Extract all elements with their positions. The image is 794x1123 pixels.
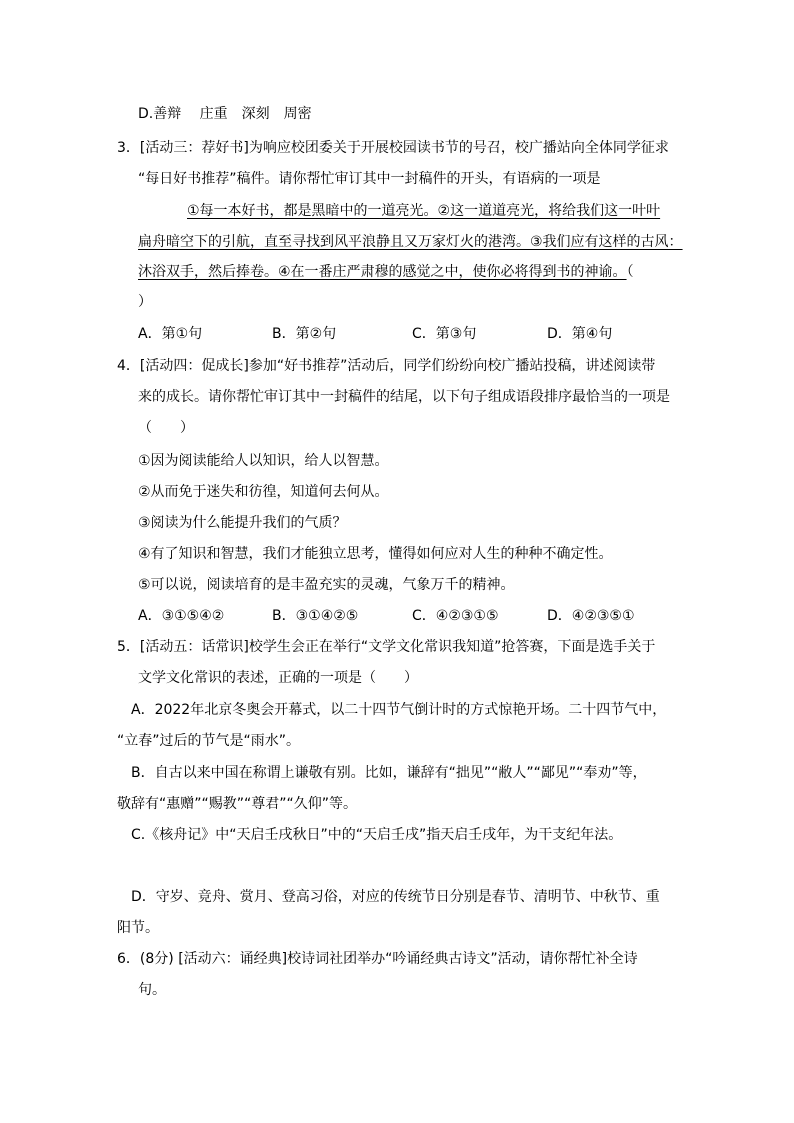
- q3-stem-line1: 3．[活动三：荐好书]为响应校团委关于开展校园读书节的号召，校广播站向全体同学征求: [117, 140, 669, 156]
- q3-paren-close: ）: [138, 294, 152, 310]
- q5-stem-line1: 5．[活动五：话常识]校学生会正在举行“文学文化常识我知道”抢答赛，下面是选手关于: [117, 639, 656, 655]
- q3-paren-open: （: [626, 264, 634, 280]
- q4-stem-line3: （ ）: [138, 420, 194, 436]
- q4-sentence-1: ①因为阅读能给人以知识，给人以智慧。: [138, 453, 389, 469]
- q6-stem-line2: 句。: [138, 982, 166, 998]
- q3-option-a: A．第①句: [138, 326, 203, 342]
- q4-option-a: A．③①⑤④②: [138, 608, 225, 624]
- q3-option-b: B．第②句: [272, 326, 337, 342]
- q5-option-d-line1: D．守岁、竞舟、赏月、登高习俗，对应的传统节日分别是春节、清明节、中秋节、重: [131, 889, 660, 905]
- q4-option-c: C．④②③①⑤: [412, 608, 499, 624]
- q3-passage-line3: 沐浴双手，然后捧卷。④在一番庄严肃穆的感觉之中，使你必将得到书的神谕。: [138, 264, 627, 280]
- q5-stem-line2: 文学文化常识的表述，正确的一项是（ ）: [138, 670, 418, 686]
- q4-sentence-3: ③阅读为什么能提升我们的气质？: [138, 515, 347, 531]
- q5-option-b-line2: 敬辞有“惠赠”“赐教”“尊君”“久仰”等。: [117, 796, 358, 812]
- q5-option-d-line2: 阳节。: [117, 920, 159, 936]
- q4-sentence-2: ②从而免于迷失和彷徨，知道何去何从。: [138, 484, 389, 500]
- q3-passage-line3-wrap: [138, 262, 634, 282]
- q5-option-a-line2: “立春”过后的节气是“雨水”。: [117, 733, 301, 749]
- q4-stem-line1: 4．[活动四：促成长]参加“好书推荐”活动后，同学们纷纷向校广播站投稿，讲述阅读带: [117, 358, 656, 374]
- q3-passage-line2: 扁舟暗空下的引航，直至寻找到风平浪静且又万家灯火的港湾。③我们应有这样的古风：: [138, 234, 683, 250]
- q3-option-c: C．第③句: [412, 326, 477, 342]
- q6-stem-line1: 6．(8分) [活动六：诵经典]校诗词社团举办“吟诵经典古诗文”活动，请你帮忙补全诗: [117, 951, 638, 967]
- q4-sentence-4: ④有了知识和智慧，我们才能独立思考，懂得如何应对人生的种种不确定性。: [138, 546, 613, 562]
- q5-option-a-line1: A．2022年北京冬奥会开幕式，以二十四节气倒计时的方式惊艳开场。二十四节气中，: [131, 702, 667, 718]
- q5-option-c-line1: C.《核舟记》中“天启壬戌秋日”中的“天启壬戌”指天启壬戌年，为干支纪年法。: [131, 827, 623, 843]
- q3-passage-line1: ①每一本好书，都是黑暗中的一道亮光。②这一道道亮光，将给我们这一叶叶: [187, 203, 661, 219]
- q4-stem-line2: 来的成长。请你帮忙审订其中一封稿件的结尾，以下句子组成语段排序最恰当的一项是: [138, 389, 670, 405]
- q4-sentence-5: ⑤可以说，阅读培育的是丰盈充实的灵魂，气象万千的精神。: [138, 577, 515, 593]
- q3-stem-line2: “每日好书推荐”稿件。请你帮忙审订其中一封稿件的开头，有语病的一项是: [138, 171, 601, 187]
- q3-option-d: D．第④句: [547, 326, 613, 342]
- q4-option-d: D．④②③⑤①: [547, 608, 635, 624]
- q5-option-b-line1: B．自古以来中国在称谓上谦敬有别。比如，谦辞有“拙见”“敝人”“鄙见”“奉劝”等，: [131, 765, 647, 781]
- q4-option-b: B．③①④②⑤: [272, 608, 359, 624]
- q2-option-d: D.善辩 庄重 深刻 周密: [138, 106, 312, 122]
